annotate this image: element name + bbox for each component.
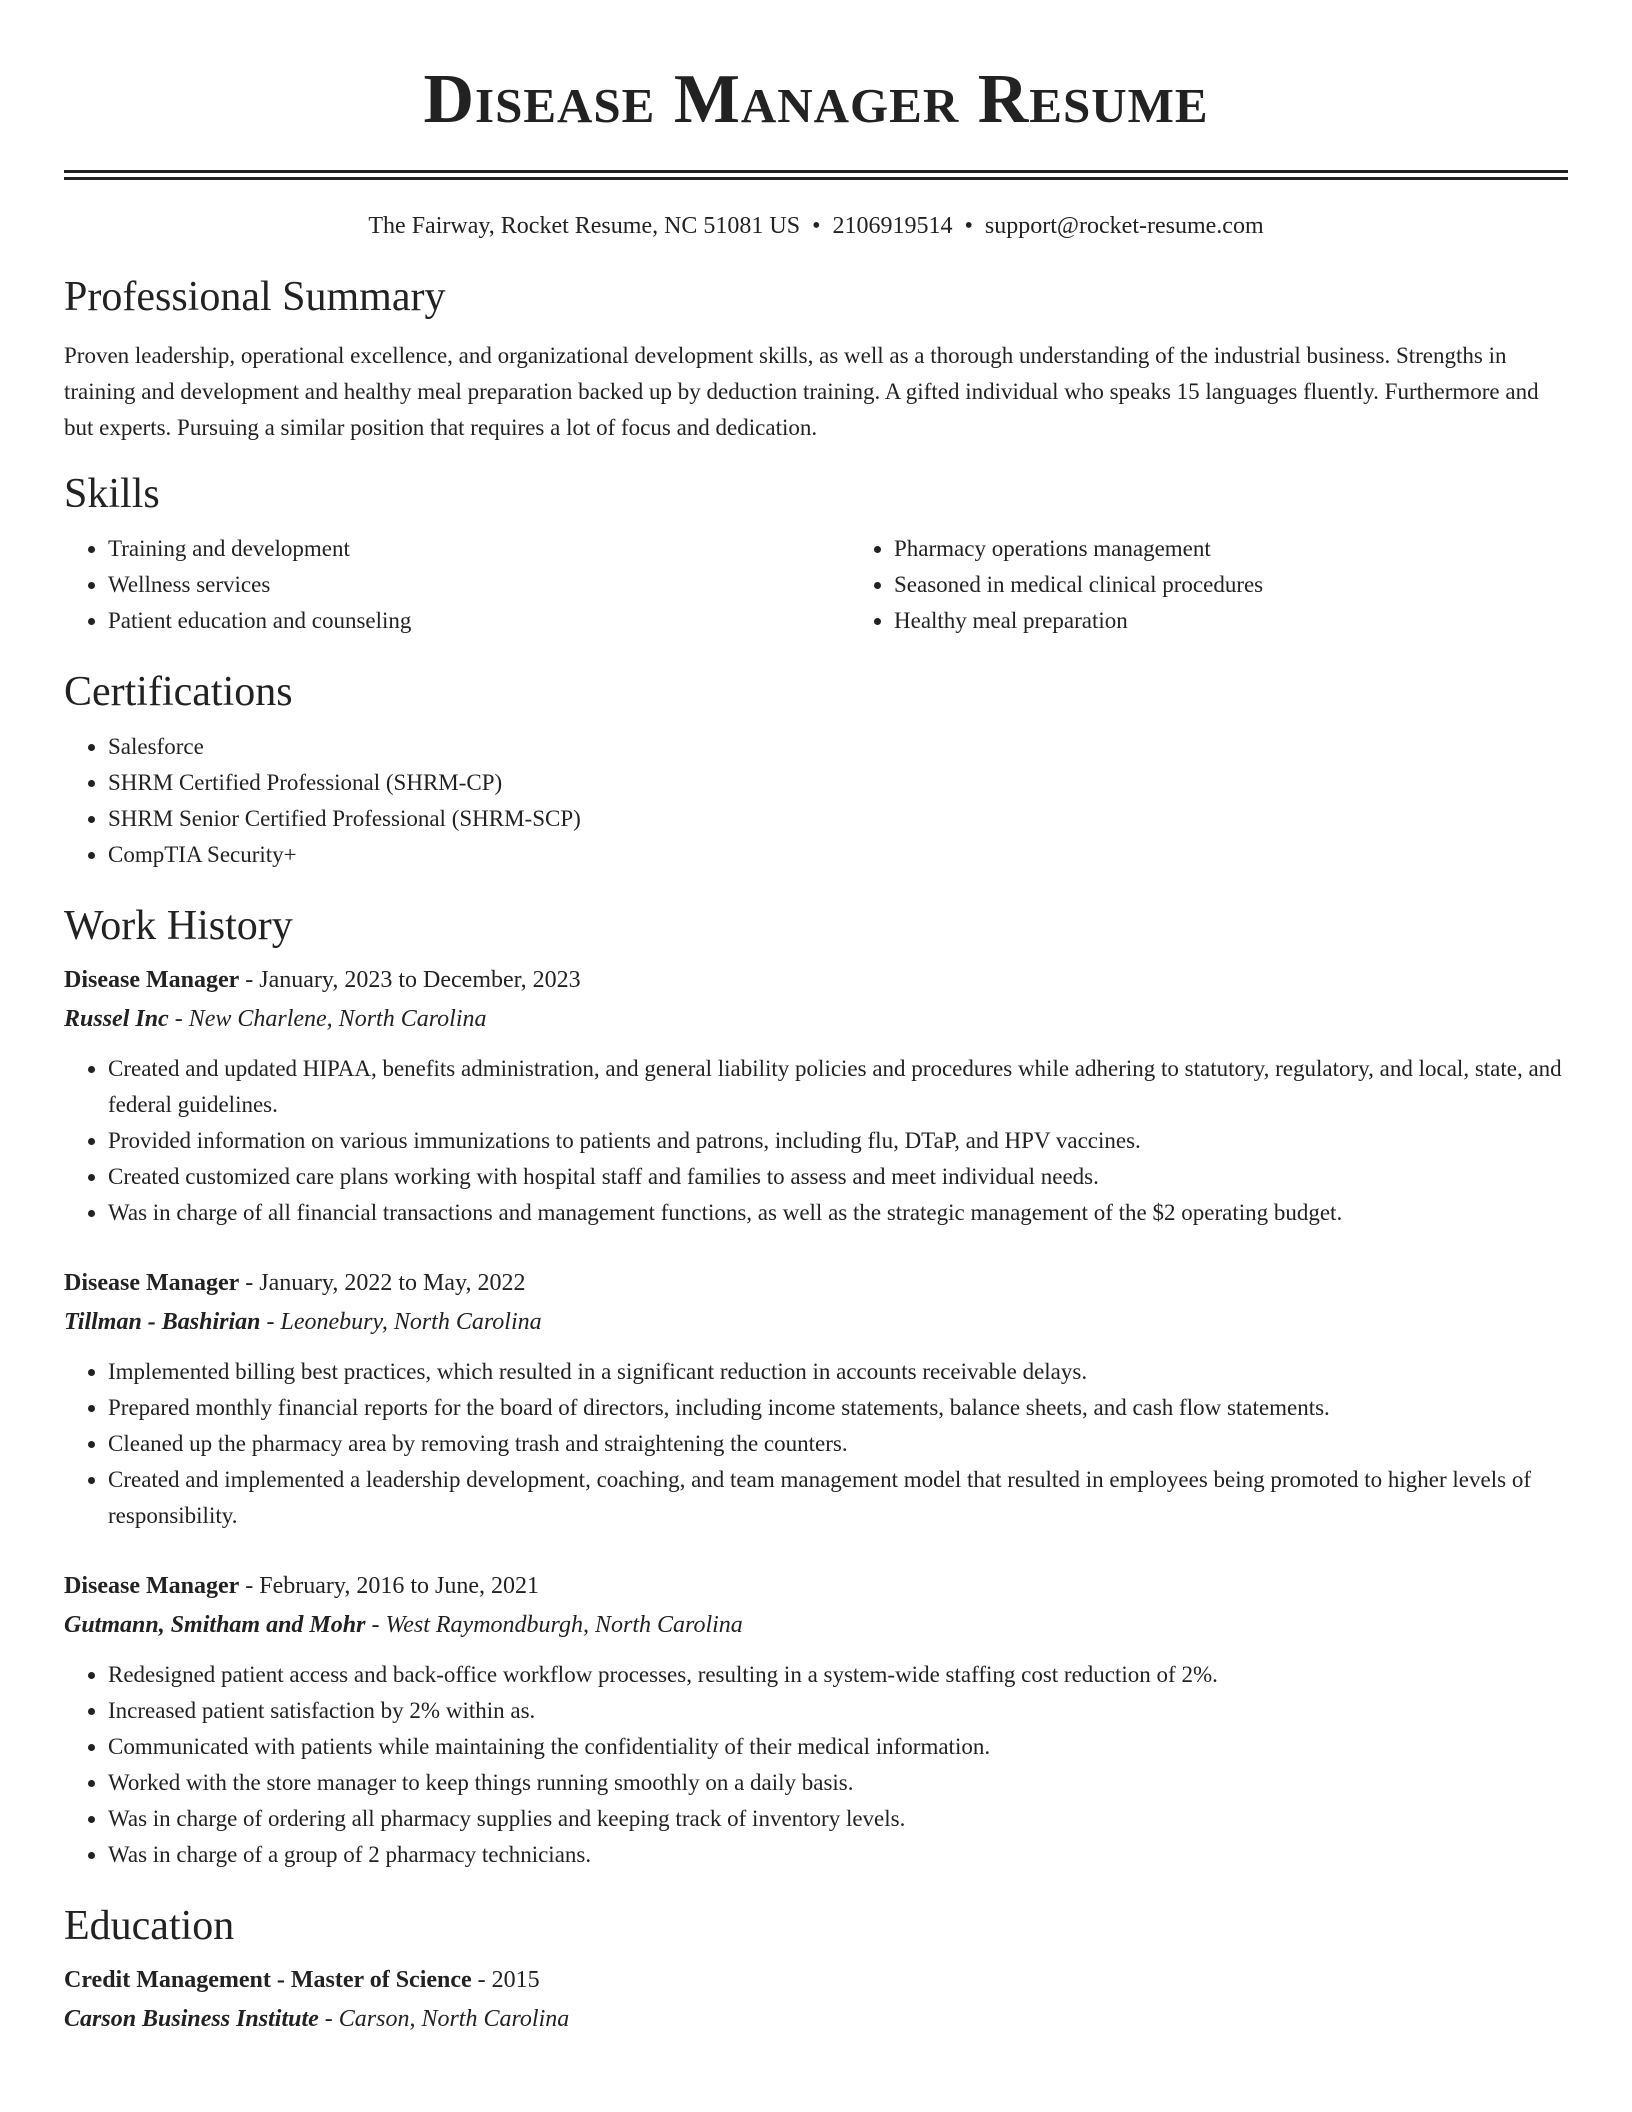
- job-title-line: [64, 1264, 1568, 1302]
- title-divider: [64, 170, 1568, 180]
- job-bullet: • Communicated with patients while maintaining the confidentiality of their medical information.: [108, 1729, 1568, 1765]
- contact-line: [64, 211, 1568, 241]
- job-title: Disease Manager: [64, 1573, 240, 1599]
- job-company: Gutmann, Smitham and Mohr: [64, 1612, 366, 1638]
- education-year: - 2015: [477, 1967, 540, 1993]
- education-entry: [64, 1961, 1568, 2039]
- job-bullets: [64, 1051, 1568, 1231]
- job-company: Russel Inc: [64, 1006, 169, 1032]
- skill-item: • Pharmacy operations management: [894, 531, 1632, 567]
- summary-text: Proven leadership, operational excellence, and organizational development skills, as well as a thorough understanding of the industrial business. Strengths in training and development and healthy meal preparation backed up by deduction training. A gifted individual who speaks 15 languages fluently. Furthermore and but experts. Pursuing a similar position that requires a lot of focus and dedication.: [64, 343, 1539, 440]
- job-bullet: • Worked with the store manager to keep things running smoothly on a daily basis.: [108, 1765, 1568, 1801]
- job-bullet: • Implemented billing best practices, which resulted in a significant reduction in accounts receivable delays.: [108, 1354, 1568, 1390]
- job-company: Tillman - Bashirian: [64, 1309, 261, 1335]
- job-title-line: [64, 961, 1568, 999]
- job-location: - New Charlene, North Carolina: [174, 1006, 487, 1032]
- job-dates: - January, 2022 to May, 2022: [245, 1270, 526, 1296]
- education-school: Carson Business Institute: [64, 2006, 319, 2032]
- job-company-line: [64, 1302, 1568, 1342]
- job-entry: [64, 961, 1568, 1231]
- job-bullet: • Cleaned up the pharmacy area by removing trash and straightening the counters.: [108, 1426, 1568, 1462]
- certifications-list: [64, 729, 1568, 873]
- skill-item: • Patient education and counseling: [108, 603, 850, 639]
- work-history-heading: Work History: [64, 903, 293, 949]
- education-degree: Credit Management - Master of Science: [64, 1967, 472, 1993]
- job-dates: - February, 2016 to June, 2021: [245, 1573, 540, 1599]
- certification-item: • SHRM Certified Professional (SHRM-CP): [108, 765, 1568, 801]
- job-title: Disease Manager: [64, 1270, 240, 1296]
- certification-item: • SHRM Senior Certified Professional (SHRM-SCP): [108, 801, 1568, 837]
- skills-column-right: [850, 531, 1632, 639]
- skills-column-left: [64, 531, 850, 639]
- job-location: - Leonebury, North Carolina: [266, 1309, 542, 1335]
- job-dates: - January, 2023 to December, 2023: [245, 967, 581, 993]
- contact-separator: •: [964, 213, 973, 239]
- skills-heading: Skills: [64, 471, 160, 517]
- job-bullet: • Redesigned patient access and back-office workflow processes, resulting in a system-wide staffing cost reduction of 2%.: [108, 1657, 1568, 1693]
- summary-heading: Professional Summary: [64, 274, 446, 320]
- job-bullet: • Was in charge of a group of 2 pharmacy technicians.: [108, 1837, 1568, 1873]
- job-bullet: • Was in charge of ordering all pharmacy supplies and keeping track of inventory levels.: [108, 1801, 1568, 1837]
- contact-address: The Fairway, Rocket Resume, NC 51081 US: [368, 213, 801, 239]
- job-bullet: • Was in charge of all financial transactions and management functions, as well as the strategic management of the $2 operating budget.: [108, 1195, 1568, 1231]
- certification-item: • CompTIA Security+: [108, 837, 1568, 873]
- education-location: - Carson, North Carolina: [324, 2006, 570, 2032]
- job-title: Disease Manager: [64, 967, 240, 993]
- job-bullet: • Provided information on various immunizations to patients and patrons, including flu, DTaP, and HPV vaccines.: [108, 1123, 1568, 1159]
- job-company-line: [64, 1605, 1568, 1645]
- job-bullet: • Created and implemented a leadership development, coaching, and team management model that resulted in employees being promoted to higher levels of responsibility.: [108, 1462, 1568, 1534]
- job-bullets: [64, 1657, 1568, 1873]
- job-bullet: • Prepared monthly financial reports for the board of directors, including income statements, balance sheets, and cash flow statements.: [108, 1390, 1568, 1426]
- education-degree-line: [64, 1961, 1568, 1999]
- job-company-line: [64, 999, 1568, 1039]
- education-heading: Education: [64, 1903, 235, 1949]
- skill-item: • Healthy meal preparation: [894, 603, 1632, 639]
- job-bullet: • Increased patient satisfaction by 2% within as.: [108, 1693, 1568, 1729]
- job-location: - West Raymondburgh, North Carolina: [371, 1612, 743, 1638]
- education-school-line: [64, 1999, 1568, 2039]
- skill-item: • Seasoned in medical clinical procedures: [894, 567, 1632, 603]
- job-title-line: [64, 1567, 1568, 1605]
- job-entry: [64, 1264, 1568, 1534]
- skills-list: [64, 531, 1568, 639]
- job-bullet: • Created and updated HIPAA, benefits administration, and general liability policies and procedures while adhering to statutory, regulatory, and local, state, and federal guidelines.: [108, 1051, 1568, 1123]
- job-entry: [64, 1567, 1568, 1873]
- certifications-heading: Certifications: [64, 669, 293, 715]
- contact-email: support@rocket-resume.com: [984, 213, 1264, 239]
- skill-item: • Training and development: [108, 531, 850, 567]
- resume-title: Disease Manager Resume: [423, 61, 1209, 138]
- contact-phone: 2106919514: [832, 213, 953, 239]
- job-bullet: • Created customized care plans working with hospital staff and families to assess and meet individual needs.: [108, 1159, 1568, 1195]
- skill-item: • Wellness services: [108, 567, 850, 603]
- certification-item: • Salesforce: [108, 729, 1568, 765]
- job-bullets: [64, 1354, 1568, 1534]
- contact-separator: •: [812, 213, 821, 239]
